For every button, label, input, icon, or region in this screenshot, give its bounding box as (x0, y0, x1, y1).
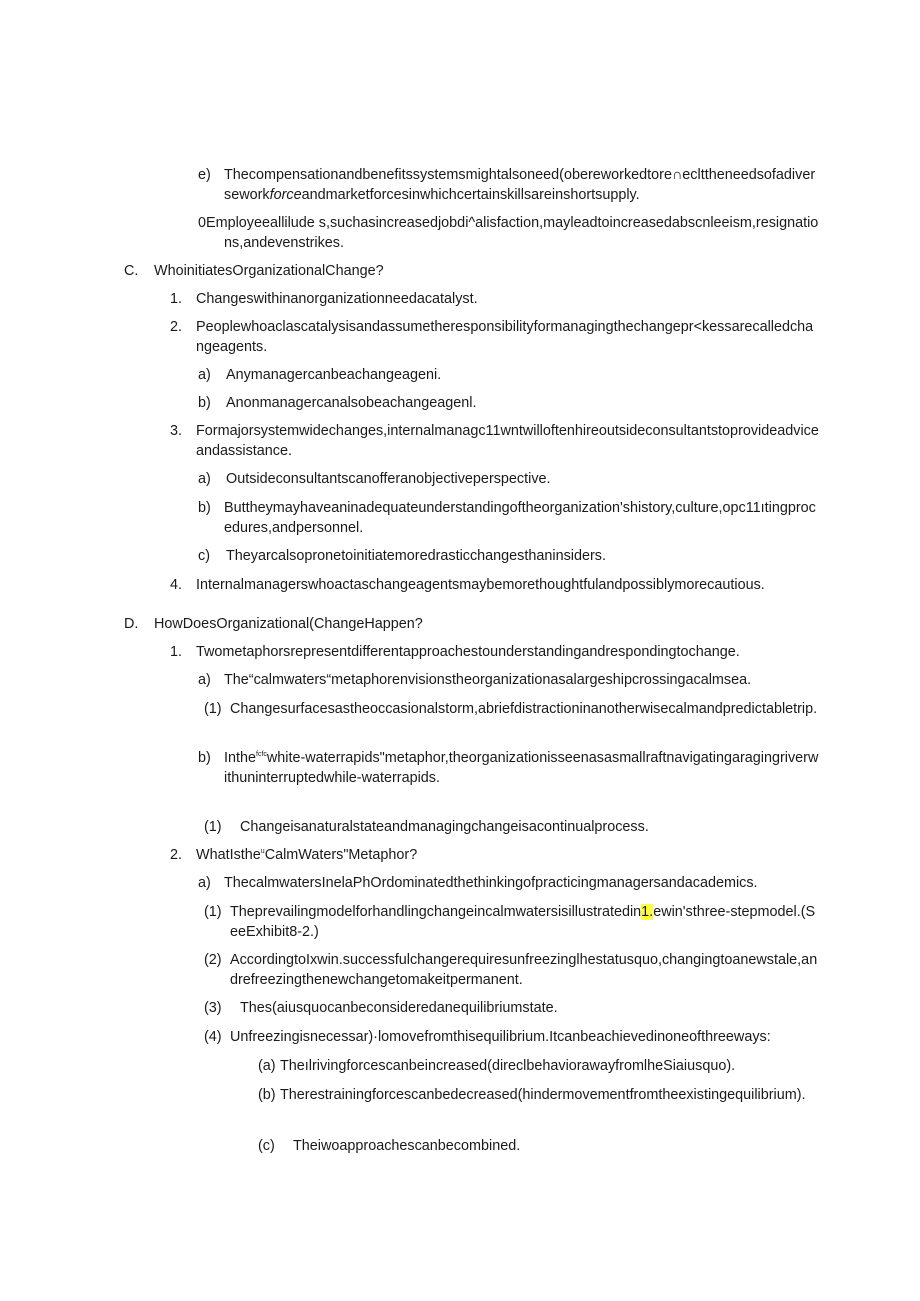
item-marker: a) (198, 672, 211, 688)
item-text: AccordingtoIxwin.successfulchangerequiresunfreezinglhestatusquo,changingtoanewstale,andrefreezingthenewchangetomakeitpermanent. (230, 952, 818, 988)
outline-item (170, 421, 820, 461)
item-text: Theiwoapproachescanbecombined. (293, 1138, 521, 1154)
outline-item (258, 1136, 820, 1156)
outline-item (170, 642, 820, 662)
item-marker: e) (198, 167, 211, 183)
text-body: ewin'sthree-stepmodel.(SeeExhibit8-2.) (230, 904, 816, 940)
text-prefix: Theprevailingmodelforhandlingchangeincalmwatersisillustratedin (230, 904, 642, 920)
section-marker: D. (124, 616, 139, 632)
item-text (196, 845, 820, 865)
item-text: Changesurfacesastheoccasionalstorm,abriefdistractioninanotherwisecalmandpredictabletrip. (230, 701, 818, 717)
outline-item (198, 498, 820, 538)
item-marker: (2) (204, 952, 222, 968)
text-prefix: WhatIsthe (196, 847, 261, 863)
item-text: Changeswithinanorganizationneedacatalyst. (196, 291, 478, 307)
outline-item (204, 998, 820, 1018)
outline-item (170, 575, 820, 595)
item-marker: b) (198, 750, 211, 766)
outline-item-e (198, 165, 820, 205)
outline-item (204, 902, 820, 942)
item-marker: 4. (170, 577, 183, 593)
section-title: WhoinitiatesOrganizationalChange? (154, 263, 384, 279)
outline-item (258, 1056, 820, 1076)
section-marker: C. (124, 263, 139, 279)
outline-item (198, 670, 820, 690)
item-text (224, 748, 820, 788)
item-text: Peoplewhoaclascatalysisandassumetheresponsibilityformanagingthechangepr<kessarecalledchangeagents. (196, 319, 814, 355)
outline-item (204, 950, 820, 990)
superscript-mark: fcfc (256, 751, 267, 759)
item-marker: (1) (204, 904, 222, 920)
item-text: Outsideconsultantscanofferanobjectiveperspective. (226, 471, 551, 487)
outline-item (198, 469, 820, 489)
text-body: white-waterrapids"metaphor,theorganizationisseenasasmallraftnavigatingaragingriverwithuninterruptedwhile-waterrapids. (224, 750, 819, 786)
outline-item (204, 1027, 820, 1047)
outline-item-f: 0Employeeallilude s,suchasincreasedjobdi^alisfaction,mayleadtoincreasedabscnleeism,resignations,andevenstrikes. (198, 215, 819, 251)
item-text: Thecompensationandbenefitssystemsmightalsoneed(obereworkedtore∩eclttheneedsofadiverseworkforceandmarketforcesinwhichcertainskillsareinshortsupply. (224, 167, 816, 203)
item-text: ThecalmwatersInelaPhOrdominatedthethinkingofpracticingmanagersandacademics. (224, 875, 758, 891)
item-marker: 3. (170, 423, 183, 439)
item-marker: b) (198, 395, 211, 411)
item-marker: c) (198, 548, 210, 564)
item-text: Theyarcalsopronetoinitiatemoredrasticchangesthaninsiders. (226, 548, 606, 564)
item-marker: 1. (170, 644, 183, 660)
superscript-mark: u (260, 848, 265, 856)
text-prefix: Inthe (224, 750, 257, 766)
item-text: Thes(aiusquocanbeconsideredanequilibriumstate. (240, 1000, 558, 1016)
item-marker: 1. (170, 291, 183, 307)
item-text: Anymanagercanbeachangeageni. (226, 367, 442, 383)
section-title: HowDoesOrganizational(ChangeHappen? (154, 616, 423, 632)
item-marker: b) (198, 500, 211, 516)
item-marker: (a) (258, 1058, 276, 1074)
item-marker: (4) (204, 1029, 222, 1045)
item-text: Internalmanagerswhoactaschangeagentsmaybemorethoughtfulandpossiblymorecautious. (196, 577, 765, 593)
outline-item (204, 699, 820, 719)
outline-item (198, 873, 820, 893)
section-d-heading (124, 614, 820, 634)
item-text: Therestrainingforcescanbedecreased(hindermovementfromtheexistingequilibrium). (280, 1087, 806, 1103)
item-text: Formajorsystemwidechanges,internalmanagc11wntwilloftenhireoutsideconsultantstoprovideadviceandassistance. (196, 423, 819, 459)
outline-item (198, 365, 820, 385)
item-text (230, 902, 820, 942)
item-marker: (c) (258, 1138, 275, 1154)
outline-item (170, 289, 820, 309)
item-marker: (1) (204, 819, 222, 835)
item-text: The“calmwaters“metaphorenvisionstheorganizationasalargeshipcrossingacalmsea. (224, 672, 752, 688)
item-marker: (3) (204, 1000, 222, 1016)
item-text: Changeisanaturalstateandmanagingchangeisacontinualprocess. (240, 819, 649, 835)
item-marker: a) (198, 875, 211, 891)
item-text: Anonmanagercanalsobeachangeagenl. (226, 395, 477, 411)
item-text: Theılrivingforcescanbeincreased(direclbehaviorawayfromlheSiaiusquo). (280, 1058, 736, 1074)
item-marker: (b) (258, 1087, 276, 1103)
item-text: Twometaphorsrepresentdifferentapproachestounderstandingandrespondingtochange. (196, 644, 740, 660)
item-marker: 2. (170, 319, 183, 335)
item-marker: (1) (204, 701, 222, 717)
highlighted-text: 1. (641, 904, 654, 920)
item-text: Buttheymayhaveaninadequateunderstandingoftheorganization'shistory,culture,opc11ıtingprocedures,andpersonnel. (224, 500, 816, 536)
item-marker: 2. (170, 847, 183, 863)
outline-item (258, 1085, 820, 1105)
outline-item (198, 748, 820, 788)
outline-item (170, 317, 820, 357)
outline-item (198, 393, 820, 413)
outline-item (204, 817, 820, 837)
section-c-heading (124, 261, 820, 281)
item-marker: a) (198, 367, 211, 383)
outline-item (198, 546, 820, 566)
text-body: CalmWaters"Metaphor? (264, 847, 418, 863)
item-text: Unfreezingisnecessar)·lomovefromthisequilibrium.Itcanbeachievedinoneofthreeways: (230, 1029, 771, 1045)
outline-item (170, 845, 820, 865)
item-marker: a) (198, 471, 211, 487)
